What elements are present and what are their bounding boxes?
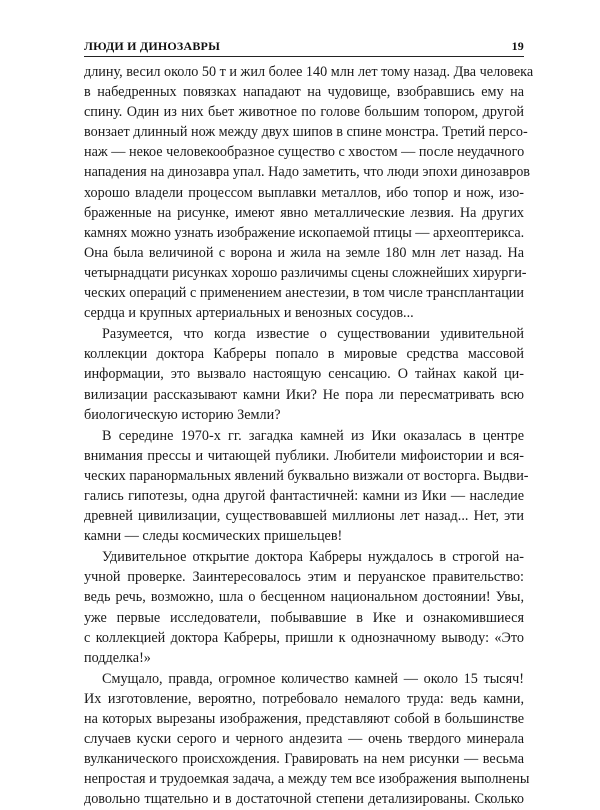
text-line: непростая и трудоемкая задача, а между тем все изображения выполнены <box>84 771 530 788</box>
text-line: хорошо владели процессом выплавки металлов, ибо топор и нож, изо- <box>84 184 524 201</box>
text-line: наж — некое человекообразное существо с хвостом — после неудачного <box>84 144 525 161</box>
running-title: ЛЮДИ И ДИНОЗАВРЫ <box>84 39 221 53</box>
text-line: гались гипотезы, одна другой фантастичней: камни из Ики — наследие <box>84 487 524 504</box>
paragraph <box>84 426 529 547</box>
text-line: учной проверке. Заинтересовалось этим и перуанское правительство: <box>84 569 524 586</box>
text-line: вулканического происхождения. Гравировать на нем рисунки — весьма <box>84 751 524 768</box>
text-line: вонзает длинный нож между двух шипов в спине монстра. Третий персо- <box>84 124 528 141</box>
text-line: В середине 1970-х гг. загадка камней из Ики оказалась в центре <box>102 427 524 444</box>
text-line: довольно тщательно и в достаточной степени детализированы. Сколько <box>84 791 524 808</box>
text-line: на которых вырезаны изображения, представляют собой в большинстве <box>84 711 524 727</box>
page-number: 19 <box>511 39 524 53</box>
body-text <box>84 62 534 810</box>
text-line: Разумеется, что когда известие о существовании удивительной <box>102 326 524 343</box>
text-line: нападения на динозавра упал. Надо заметить, что люди эпохи динозавров <box>84 164 530 181</box>
paragraph <box>84 547 524 668</box>
text-line: ческих паранормальных явлений буквально визжали от восторга. Выдви- <box>84 467 529 484</box>
text-line: уже первые исследователи, побывавшие в Ике и ознакомившиеся <box>84 609 524 626</box>
text-line: длину, весил около 50 т и жил более 140 млн лет тому назад. Два человека <box>84 64 534 80</box>
text-line: Она была величиной с ворона и жила на земле 180 млн лет назад. На <box>84 244 524 261</box>
text-line: информации, это вызвало настоящую сенсацию. О тайнах какой ци- <box>84 366 524 383</box>
text-line: камни — следы космических пришельцев! <box>84 528 343 545</box>
text-line: коллекции доктора Кабреры попало в мировые средства массовой <box>84 346 524 363</box>
header-rule <box>84 56 524 57</box>
paragraph <box>84 669 530 810</box>
paragraph <box>84 62 534 323</box>
text-line: Их изготовление, вероятно, потребовало немалого труда: ведь камни, <box>84 690 524 707</box>
text-line: случаев куски серого и черного андезита — очень твердого минерала <box>84 731 524 748</box>
text-line: сердца и крупных артериальных и венозных сосудов... <box>84 305 414 322</box>
text-line: вилизации рассказывают камни Ики? Не пора ли пересматривать всю <box>84 386 524 403</box>
text-line: ческих операций с применением анестезии, в том числе трансплантации <box>84 285 524 302</box>
text-line: ведь речь, возможно, шла о бесценном национальном достоянии! Увы, <box>84 589 524 606</box>
running-header <box>84 39 524 55</box>
text-line: Смущало, правда, огромное количество камней — около 15 тысяч! <box>102 670 524 687</box>
paragraph <box>84 324 524 424</box>
text-line: Удивительное открытие доктора Кабреры нуждалось в строгой на- <box>102 549 524 566</box>
text-line: биологическую историю Земли? <box>84 406 281 423</box>
text-line: с коллекцией доктора Кабреры, пришли к однозначному выводу: «Это <box>84 629 524 646</box>
text-line: спину. Один из них бьет животное по голове большим топором, другой <box>84 104 524 121</box>
text-line: внимания прессы и читающей публики. Любители мифоистории и вся- <box>84 447 524 464</box>
text-line: браженные на рисунке, имеют явно металлические лезвия. На других <box>84 204 524 221</box>
text-line: камнях можно узнать изображение ископаемой птицы — археоптерикса. <box>84 224 525 241</box>
text-line: древней цивилизации, существовавшей миллионы лет назад... Нет, эти <box>84 508 524 525</box>
text-line: подделка!» <box>84 649 151 666</box>
text-line: в набедренных повязках нападают на чудовище, взобравшись ему на <box>84 84 524 101</box>
text-line: четырнадцати рисунках хорошо различимы сцены сложнейших хирурги- <box>84 264 527 281</box>
